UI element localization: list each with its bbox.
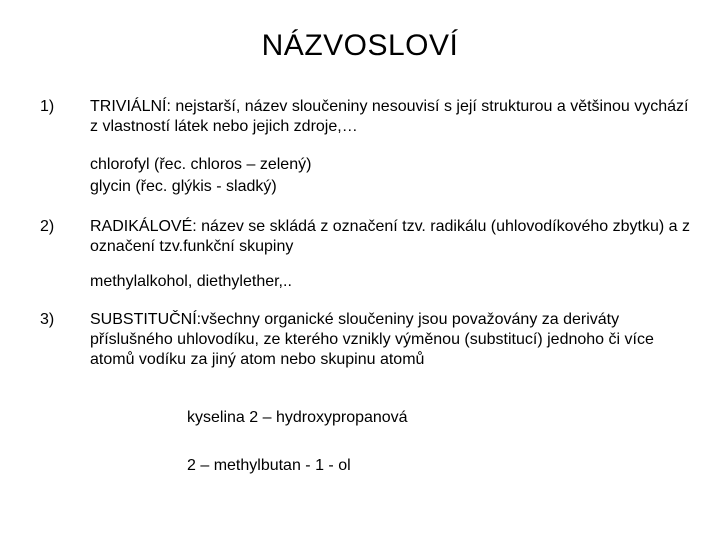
item-2-example-1: methylalkohol, diethylether,.. (90, 273, 292, 290)
item-2-text: RADIKÁLOVÉ: název se skládá z označení tzv. radikálu (uhlovodíkového zbytku) a z označení tzv.funkční skupiny (90, 218, 690, 255)
slide-title: NÁZVOSLOVÍ (261, 29, 459, 62)
item-3-example-2: 2 – methylbutan - 1 - ol (187, 457, 351, 474)
item-1-number: 1) (40, 98, 55, 115)
item-3-example-1: kyselina 2 – hydroxypropanová (187, 409, 408, 426)
item-1-text: TRIVIÁLNÍ: nejstarší, název sloučeniny nesouvisí s její strukturou a většinou vychází z vlastností látek nebo jejich zdroje,… (90, 98, 689, 135)
item-3-number: 3) (40, 311, 55, 328)
item-3-text: SUBSTITUČNÍ:všechny organické sloučeniny jsou považovány za deriváty příslušného uhlovodíku, ze kterého vznikly výměnou (substitucí) jednoho či více atomů vodíku za jiný atom nebo skupinu atomů (90, 311, 654, 368)
item-1-example-1: chlorofyl (řec. chloros – zelený) (90, 156, 312, 173)
item-1-example-2: glycin (řec. glýkis - sladký) (90, 178, 277, 195)
item-2-number: 2) (40, 218, 55, 235)
